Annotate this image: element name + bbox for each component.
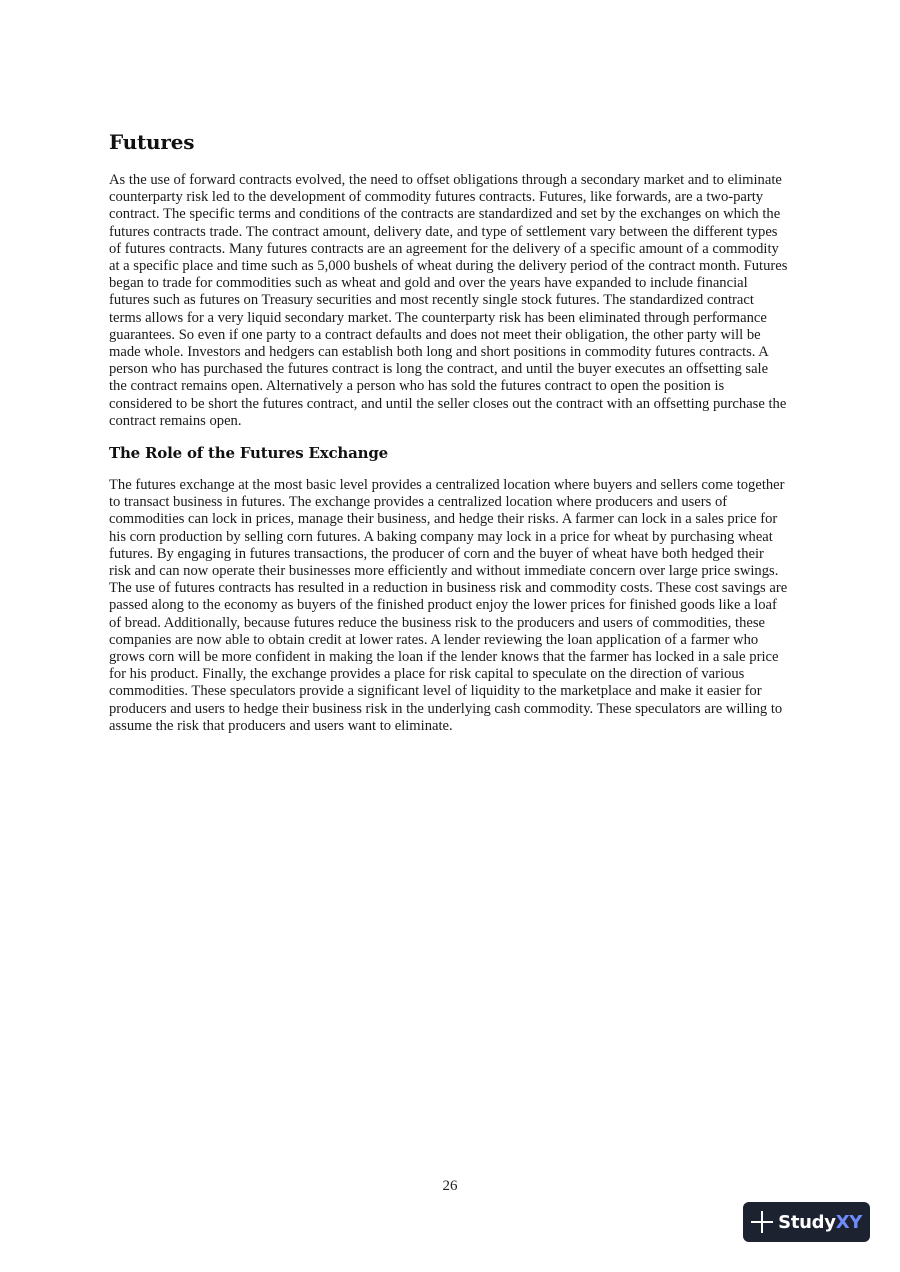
- section-title: Futures: [109, 130, 195, 154]
- page-number: 26: [442, 1178, 458, 1194]
- body-paragraph: As the use of forward contracts evolved, the need to offset obligations through a secondary market and to eliminate counterparty risk led to the development of commodity futures contracts. Futures, like forwards, are a two-party contract. The specific terms and conditions of the contracts are standardized and set by the exchanges on which the futures contracts trade. The contract amount, delivery date, and type of settlement vary between the different types of futures contracts. Many futures contracts are an agreement for the delivery of a specific amount of a commodity at a specific place and time such as 5,000 bushels of wheat during the delivery period of the contract month. Futures began to trade for commodities such as wheat and gold and over the years have expanded to include financial futures such as futures on Treasury securities and most recently single stock futures. The standardized contract terms allows for a very liquid secondary market. The counterparty risk has been eliminated through performance guarantees. So even if one party to a contract defaults and does not meet their obligation, the other party will be made whole. Investors and hedgers can establish both long and short positions in commodity futures contracts. A person who has purchased the futures contract is long the contract, and until the buyer executes an offsetting sale the contract remains open. Alternatively a person who has sold the futures contract to open the position is considered to be short the futures contract, and until the seller closes out the contract with an offsetting purchase the contract remains open.: [109, 172, 788, 429]
- document-content: [109, 130, 789, 735]
- plus-icon: [751, 1211, 772, 1233]
- brand-name-primary: Study: [778, 1211, 836, 1233]
- brand-name-accent: XY: [835, 1211, 862, 1233]
- studyxy-brand-badge[interactable]: [743, 1202, 870, 1242]
- body-paragraph: The futures exchange at the most basic level provides a centralized location where buyers and sellers come together to transact business in futures. The exchange provides a centralized location where producers and users of commodities can lock in prices, manage their business, and hedge their risks. A farmer can lock in a sales price for his corn production by selling corn futures. A baking company may lock in a price for wheat by purchasing wheat futures. By engaging in futures transactions, the producer of corn and the buyer of wheat have both hedged their risk and can now operate their businesses more efficiently and without immediate concern over large price swings. The use of futures contracts has resulted in a reduction in business risk and commodity costs. These cost savings are passed along to the economy as buyers of the finished product enjoy the lower prices for finished goods like a loaf of bread. Additionally, because futures reduce the business risk to the producers and users of commodities, these companies are now able to obtain credit at lower rates. A lender reviewing the loan application of a farmer who grows corn will be more confident in making the loan if the lender knows that the farmer has locked in a sale price for his product. Finally, the exchange provides a place for risk capital to speculate on the direction of various commodities. These speculators provide a significant level of liquidity to the marketplace and make it easier for producers and users to hedge their business risk in the underlying cash commodity. These speculators are willing to assume the risk that producers and users want to eliminate.: [109, 477, 788, 734]
- subsection-title: The Role of the Futures Exchange: [109, 444, 388, 463]
- brand-logo-text: [778, 1212, 862, 1233]
